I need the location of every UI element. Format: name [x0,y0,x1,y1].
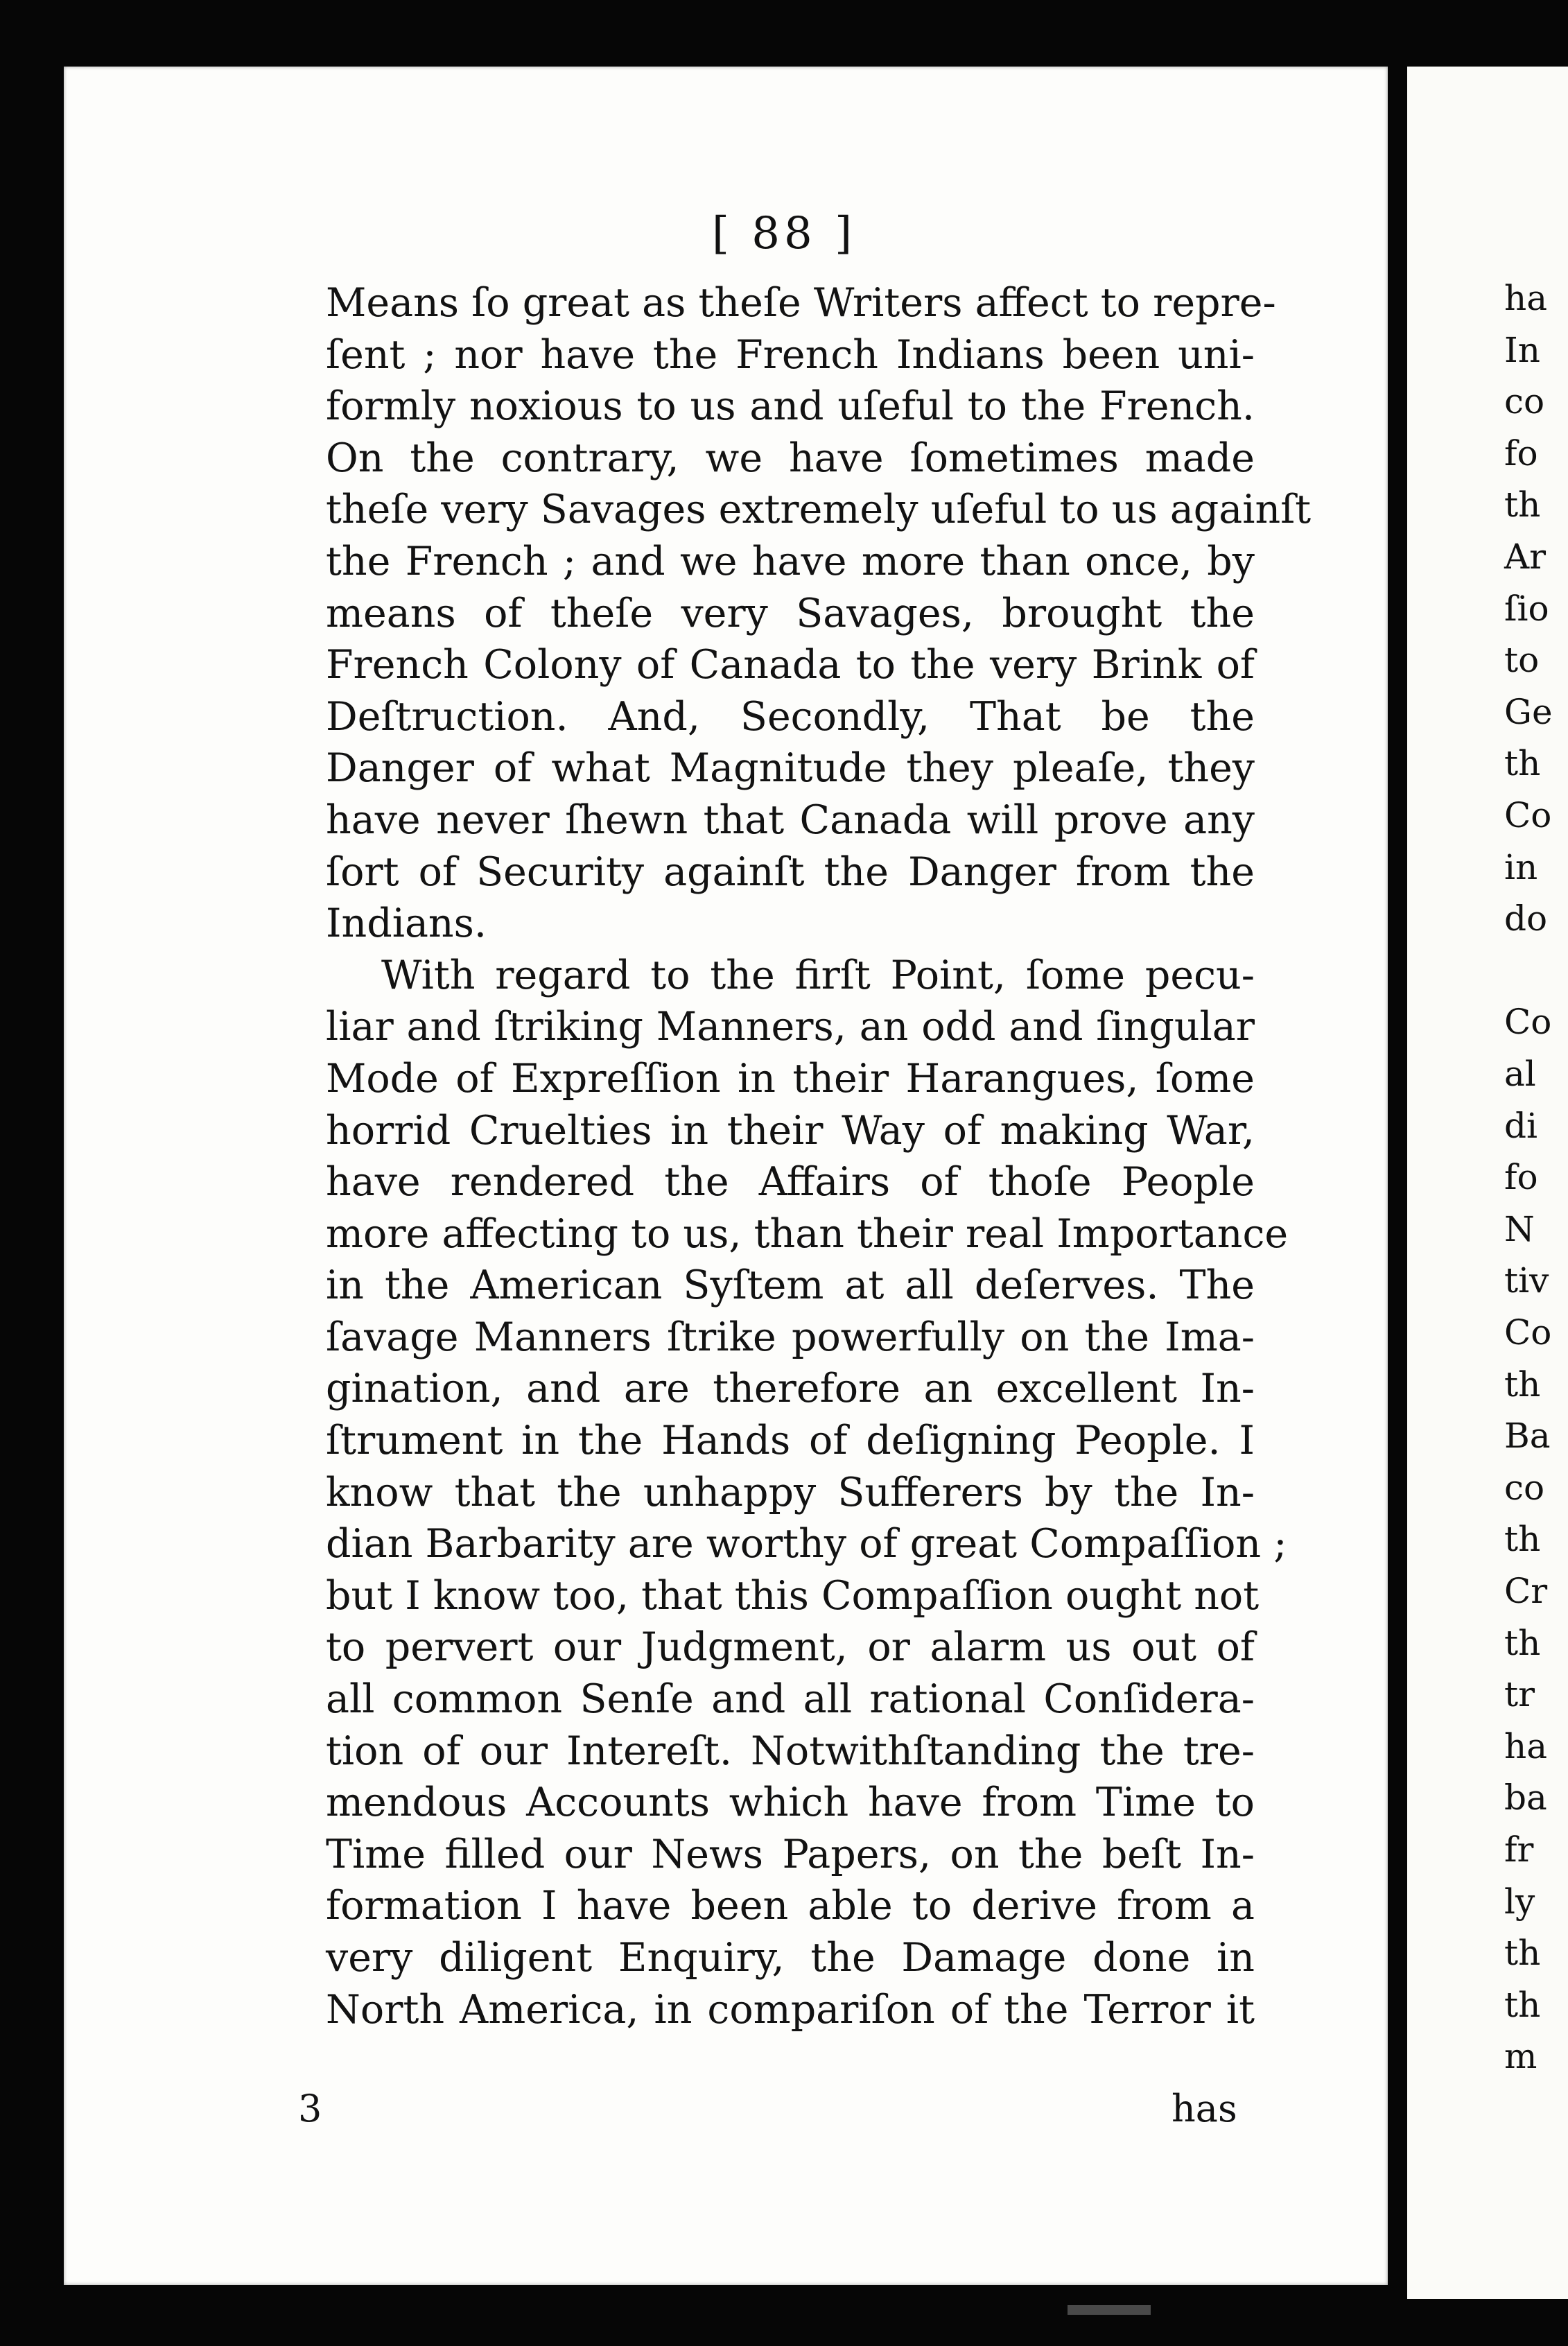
facing-page-fragment: ly [1504,1881,1535,1922]
text-line: dian Barbarity are worthy of great Compaſſion ; [326,1521,1287,1567]
text-line: liar and ſtriking Manners, an odd and ſingular [326,1004,1255,1050]
catchword: has [1171,2087,1237,2130]
facing-page-fragment: th [1504,485,1541,525]
text-line: to pervert our Judgment, or alarm us out of [326,1624,1255,1671]
facing-page-fragment: Co [1504,795,1552,835]
text-line: the French ; and we have more than once, by [326,538,1255,584]
text-line: French Colony of Canada to the very Brink of [326,642,1255,688]
facing-page-fragment: ha [1504,1726,1548,1766]
facing-page-fragment: th [1504,743,1541,784]
text-line: have never ſhewn that Canada will prove any [326,797,1255,843]
text-line: On the contrary, we have ſometimes made [326,435,1255,481]
facing-page-fragment: do [1504,898,1548,939]
text-line: North America, in compariſon of the Terror it [326,1986,1255,2033]
text-line: ſent ; nor have the French Indians been uni- [326,331,1255,378]
text-line: formly noxious to us and uſeful to the French. [326,383,1255,430]
facing-page-fragment: N [1504,1208,1535,1249]
facing-page-fragment: th [1504,1984,1541,2025]
text-line: Deſtruction. And, Secondly, That be the [326,693,1255,740]
text-line: have rendered the Affairs of thoſe People [326,1159,1255,1206]
facing-page-fragment: Ar [1504,537,1547,577]
facing-page-fragment: di [1504,1105,1537,1146]
text-line: in the American Syſtem at all deſerves. The [326,1262,1255,1309]
facing-page-fragment: ha [1504,278,1548,318]
facing-page-fragment: th [1504,1364,1541,1405]
facing-page-fragment: th [1504,1622,1541,1663]
facing-page-fragment: Co [1504,1002,1552,1043]
facing-page-fragment: th [1504,1933,1541,1974]
facing-page-fragment: al [1504,1054,1536,1094]
facing-page-fragment: Co [1504,1312,1552,1353]
facing-page-fragment: fr [1504,1830,1534,1870]
text-line: With regard to the firſt Point, ſome pecu- [381,952,1255,998]
text-line: tion of our Intereſt. Notwithſtanding the tre- [326,1728,1255,1774]
text-line: theſe very Savages extremely uſeful to us againſt [326,487,1312,533]
facing-page-fragment: th [1504,1519,1541,1560]
text-line: more affecting to us, than their real Importance [326,1210,1289,1257]
facing-page-fragment: to [1504,640,1540,681]
facing-page-fragment: ſio [1504,588,1549,629]
text-line: ſavage Manners ſtrike powerfully on the Ima- [326,1314,1255,1360]
facing-page-fragment: Ba [1504,1416,1551,1457]
scanner-artifact [1068,2305,1151,2315]
text-line: gination, and are therefore an excellent In- [326,1366,1255,1412]
text-line: ſtrument in the Hands of deſigning People. I [326,1418,1255,1464]
text-line: very diligent Enquiry, the Damage done in [326,1935,1255,1981]
facing-page-fragment: co [1504,381,1545,422]
facing-page-fragment: tr [1504,1674,1535,1715]
facing-page-fragment: m [1504,2036,1537,2077]
text-line: ſort of Security againſt the Danger from the [326,849,1255,895]
facing-page-fragment: In [1504,329,1540,370]
facing-page-fragment: Ge [1504,691,1553,732]
text-line: Time filled our News Papers, on the beſt In- [326,1831,1255,1877]
text-line: formation I have been able to derive from a [326,1883,1255,1929]
text-line: Means ſo great as theſe Writers affect to repre- [326,280,1276,326]
signature-mark: 3 [298,2087,322,2130]
facing-page-fragment: Cr [1504,1571,1548,1611]
text-line: all common Senſe and all rational Conſidera- [326,1676,1255,1723]
facing-page-fragment: ba [1504,1778,1547,1818]
facing-page-fragment: fo [1504,433,1538,473]
text-line: Indians. [326,901,487,947]
text-line: means of theſe very Savages, brought the [326,590,1255,636]
text-line: Mode of Expreſſion in their Harangues, ſome [326,1055,1255,1102]
facing-page-fragment: co [1504,1467,1545,1508]
facing-page-fragment: in [1504,846,1538,887]
text-line: horrid Cruelties in their Way of making War, [326,1107,1255,1154]
text-line: but I know too, that this Compaſſion ought not [326,1572,1260,1619]
page-number: [ 88 ] [711,208,857,259]
text-line: Danger of what Magnitude they pleaſe, they [326,745,1255,792]
text-line: know that the unhappy Sufferers by the In- [326,1469,1255,1515]
facing-page-fragment: fo [1504,1157,1538,1198]
page-body [326,277,1312,2035]
facing-page-fragment: tiv [1504,1260,1549,1301]
text-line: mendous Accounts which have from Time to [326,1780,1255,1826]
